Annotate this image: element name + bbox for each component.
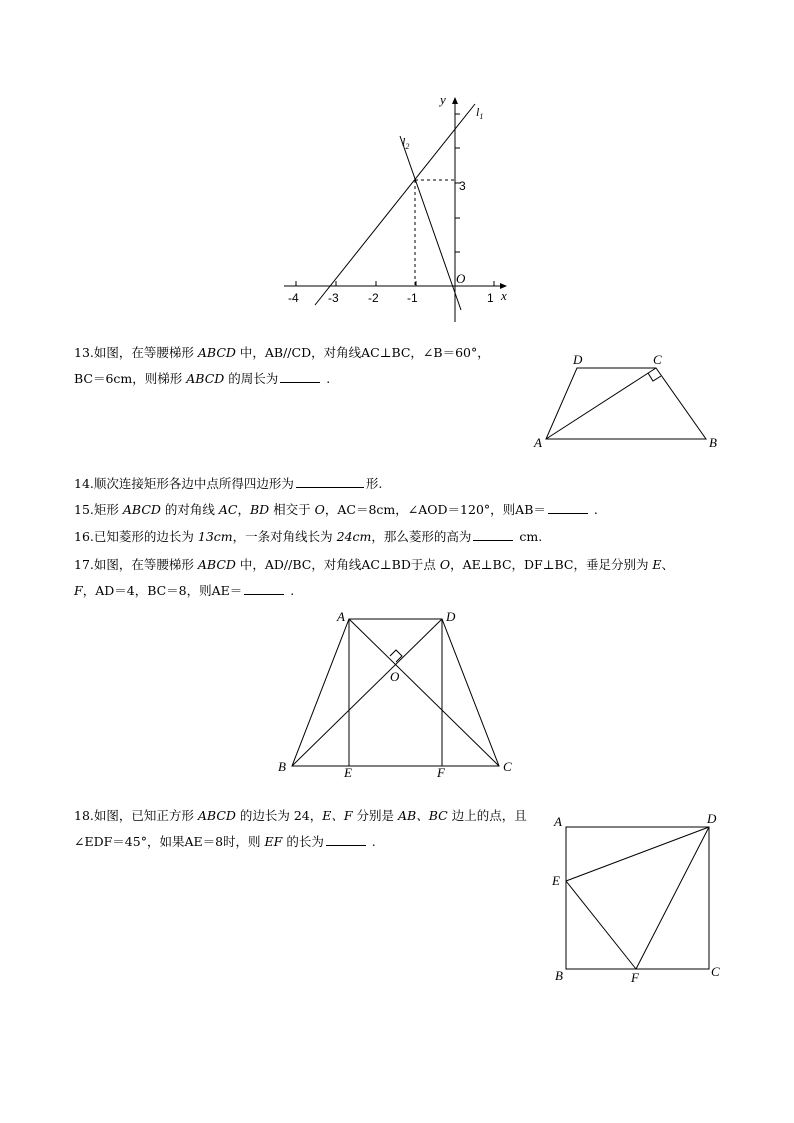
vertex-label-d: D [707, 811, 717, 826]
answer-blank[interactable] [548, 499, 588, 514]
diagonal-ac [349, 619, 499, 766]
diagonal-ac [546, 368, 656, 439]
x-tick-label: -3 [328, 291, 339, 305]
question-17 [74, 552, 674, 604]
trapezoid-13-svg [520, 345, 740, 455]
question-16: 16.已知菱形的边长为 13cm，一条对角线长为 24cm，那么菱形的高为 cm. [74, 524, 542, 550]
vertex-label-d: D [573, 352, 583, 367]
question-18-line-2: ∠EDF＝45°，如果AE＝8时，则 EF 的长为 . [74, 829, 527, 855]
question-17-line-1: 17.如图，在等腰梯形 ABCD 中，AD//BC，对角线AC⊥BD于点 O，AE⊥BC，DF⊥BC，垂足分别为 E、 [74, 557, 675, 572]
vertex-label-c: C [653, 352, 662, 367]
question-13-line-2: BC＝6cm，则梯形 ABCD 的周长为 . [74, 366, 490, 392]
vertex-label-b: B [278, 759, 286, 774]
figure-square-18 [545, 810, 735, 990]
x-tick-label: -4 [288, 291, 299, 305]
vertex-label-b: B [709, 435, 717, 450]
trapezoid-17-svg [270, 605, 530, 785]
origin-label: O [456, 271, 466, 286]
answer-blank[interactable] [326, 831, 366, 846]
figure-trapezoid-17 [270, 605, 530, 785]
x-tick-label: 1 [487, 291, 494, 305]
square-18-svg [545, 810, 735, 990]
answer-blank[interactable] [244, 580, 284, 595]
line-l2 [400, 136, 461, 310]
answer-blank[interactable] [280, 368, 320, 383]
question-15: 15.矩形 ABCD 的对角线 AC，BD 相交于 O，AC＝8cm，∠AOD＝120°，则AB＝ . [74, 497, 598, 523]
vertex-label-o: O [390, 669, 400, 684]
vertex-label-c: C [711, 964, 720, 979]
question-18 [74, 803, 527, 855]
vertex-label-f: F [437, 765, 445, 780]
vertex-label-a: A [337, 609, 345, 624]
line-l1-label: $l_1$ [476, 105, 484, 121]
diagonal-bd [292, 619, 442, 766]
question-13-line-1: 13.如图，在等腰梯形 ABCD 中，AB//CD，对角线AC⊥BC，∠B＝60°， [74, 345, 490, 360]
figure-coordinate-graph [0, 0, 794, 330]
trapezoid-outline [292, 619, 499, 766]
answer-blank[interactable] [296, 473, 364, 488]
y-tick-label: 3 [459, 179, 466, 193]
vertex-label-e: E [344, 765, 352, 780]
x-tick-label: -2 [368, 291, 379, 305]
vertex-label-a: A [534, 435, 542, 450]
vertex-label-d: D [446, 609, 456, 624]
x-tick-label: -1 [407, 291, 418, 305]
coordinate-graph-svg [0, 0, 794, 330]
vertex-label-e: E [552, 873, 560, 888]
question-18-line-1: 18.如图，已知正方形 ABCD 的边长为 24，E、F 分别是 AB、BC 边上的点，且 [74, 808, 527, 823]
square-outline [566, 827, 709, 969]
y-axis-label: y [440, 92, 446, 107]
vertex-label-f: F [631, 970, 639, 985]
line-l2-label: $l_2$ [402, 135, 410, 151]
vertex-label-a: A [554, 814, 562, 829]
question-17-line-2: F，AD＝4，BC＝8，则AE＝ . [74, 578, 674, 604]
trapezoid-outline [546, 368, 706, 439]
question-14: 14.顺次连接矩形各边中点所得四边形为 形. [74, 471, 382, 497]
segment-ef [566, 881, 636, 969]
answer-blank[interactable] [473, 526, 513, 541]
x-axis-label: x [501, 288, 507, 303]
vertex-label-b: B [555, 968, 563, 983]
segment-df [636, 827, 709, 969]
line-l1 [315, 104, 475, 305]
question-13 [74, 340, 490, 392]
figure-trapezoid-13 [520, 345, 740, 455]
right-angle-mark [648, 373, 661, 381]
vertex-label-c: C [503, 759, 512, 774]
segment-de [566, 827, 709, 881]
